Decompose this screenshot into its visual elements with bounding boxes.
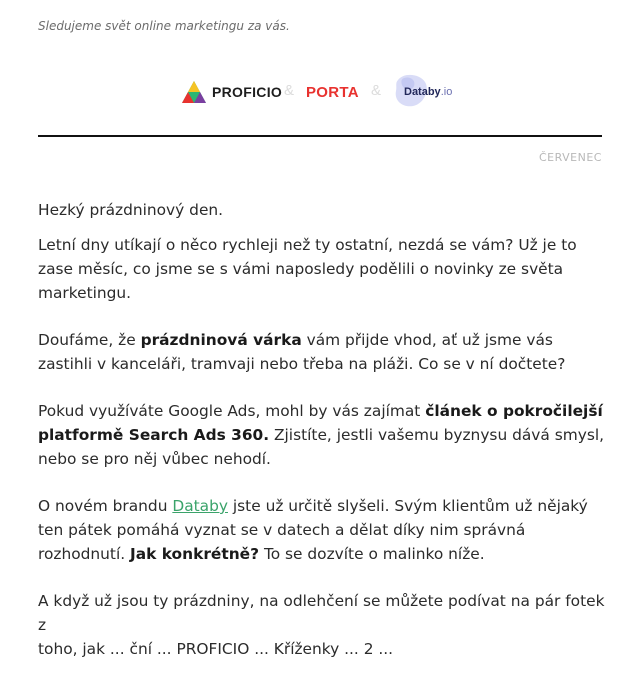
databy-wordmark: Databy.io [404,86,453,98]
paragraph-databy: O novém brandu Databy jste už určitě slyšeli. Svým klientům už nějaký ten pátek pomáhá vyznat se v datech a dělat díky nim správná rozhodnutí. Jak konkrétně? To se dozvíte o malinko níže. [38,497,588,563]
greeting: Hezký prázdninový den. [38,201,224,219]
paragraph-holiday: A když už jsou ty prázdniny, na odlehčení se můžete podívat na pár fotek z toho, jak ... ční ... PROFICIO ... Kříženky ... 2 ... [38,592,605,658]
proficio-logo[interactable] [182,72,282,112]
proficio-wordmark: PROFICIO [212,84,283,100]
header-divider [38,135,602,137]
porta-wordmark: PORTA [306,83,359,101]
issue-month: ČERVENEC [538,151,602,164]
ampersand: & [284,82,295,99]
paragraph-batch: Doufáme, že prázdninová várka vám přijde vhod, ať už jsme vás zastihli v kanceláři, tramvaji nebo třeba na pláži. Co se v ní dočtete? [38,331,566,373]
article-link-text[interactable]: článek o pokročilejší platformě Search Ads 360. [38,402,603,444]
tagline: Sledujeme svět online marketingu za vás. [38,19,290,33]
paragraph-search-ads: Pokud využíváte Google Ads, mohl by vás zajímat článek o pokročilejší platformě Search Ads 360. Zjistíte, jestli vašemu byznysu dává smysl, nebo se pro něj vůbec nehodí. [38,402,605,468]
brand-logos [0,72,640,112]
databy-logo[interactable] [394,72,453,112]
paragraph-intro: Letní dny utíkají o něco rychleji než ty ostatní, nezdá se vám? Už je to zase měsíc, co jsme se s vámi naposledy podělili o novinky ze světa marketingu. [38,236,577,302]
porta-logo[interactable] [306,72,359,112]
proficio-mark-icon [182,81,206,103]
ampersand: & [371,82,382,99]
cut-off-line: toho, jak ... ční ... PROFICIO ... Kříženky ... 2 ... [38,640,394,658]
databy-link[interactable]: Databy [172,497,228,515]
email-body [38,198,606,684]
